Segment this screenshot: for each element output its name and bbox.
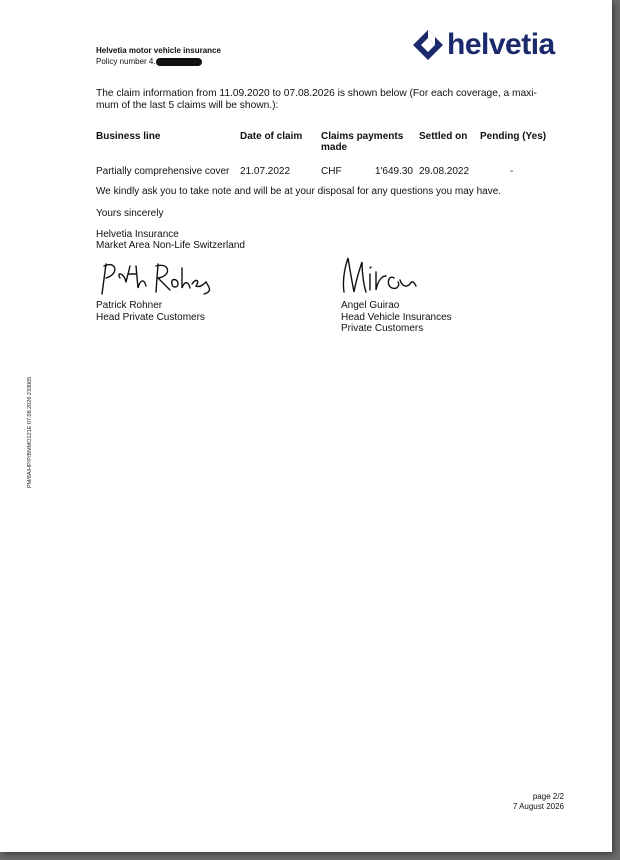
signatory-1 — [96, 300, 205, 323]
cell-amount-value: 1'649.30 — [374, 166, 413, 177]
header-pending: Pending (Yes) — [480, 131, 547, 142]
signature-angel-guirao — [340, 252, 420, 298]
signatory-2-name: Angel Guirao — [341, 300, 400, 311]
intro-paragraph: The claim information from 11.09.2020 to 07.08.2026 is shown below (For each coverage, a maxi-mum of the last 5 claims will be shown.): — [96, 88, 537, 111]
signatory-2 — [341, 300, 452, 335]
table-row — [96, 153, 550, 178]
header-date-of-claim: Date of claim — [240, 131, 303, 142]
footer-date: 7 August 2026 — [512, 802, 564, 811]
cell-amount — [321, 153, 419, 178]
company-unit: Market Area Non-Life Switzerland — [96, 240, 245, 251]
cell-business-line: Partially comprehensive cover — [96, 166, 230, 177]
cell-currency: CHF — [321, 166, 342, 177]
helvetia-logo — [411, 28, 555, 62]
logo-diamond-icon — [411, 28, 445, 62]
page-footer — [513, 792, 564, 812]
signatory-1-title: Head Private Customers — [96, 311, 205, 323]
document-title: Helvetia motor vehicle insurance — [96, 46, 221, 55]
claims-table — [96, 131, 550, 178]
table-header-row — [96, 131, 550, 153]
logo-text: helvetia — [447, 28, 555, 61]
page-number: page 2/2 — [532, 792, 564, 801]
cell-settled: 29.08.2022 — [419, 166, 470, 177]
closing-paragraph: We kindly ask you to take note and will be at your disposal for any questions you may have. — [96, 186, 502, 197]
cell-date: 21.07.2022 — [240, 166, 291, 177]
policy-number-label: Policy number 4. — [96, 57, 156, 66]
side-reference-code: PM/8A/HP/P/BMMO121E 07.08.2026 233005 — [27, 376, 33, 488]
company-name: Helvetia Insurance — [96, 229, 179, 240]
policy-number — [96, 57, 202, 66]
salutation: Yours sincerely — [96, 208, 164, 219]
redaction-mark — [156, 58, 202, 66]
signature-patrick-rohner — [96, 258, 216, 298]
cell-pending: - — [510, 166, 514, 177]
header-settled-on: Settled on — [419, 131, 468, 142]
header-business-line: Business line — [96, 131, 161, 142]
signatory-2-title-2: Private Customers — [341, 323, 424, 334]
header-claims-payments: Claims payments made — [321, 131, 404, 153]
signatory-2-title-1: Head Vehicle Insurances — [341, 311, 452, 323]
signatory-1-name: Patrick Rohner — [96, 300, 163, 311]
